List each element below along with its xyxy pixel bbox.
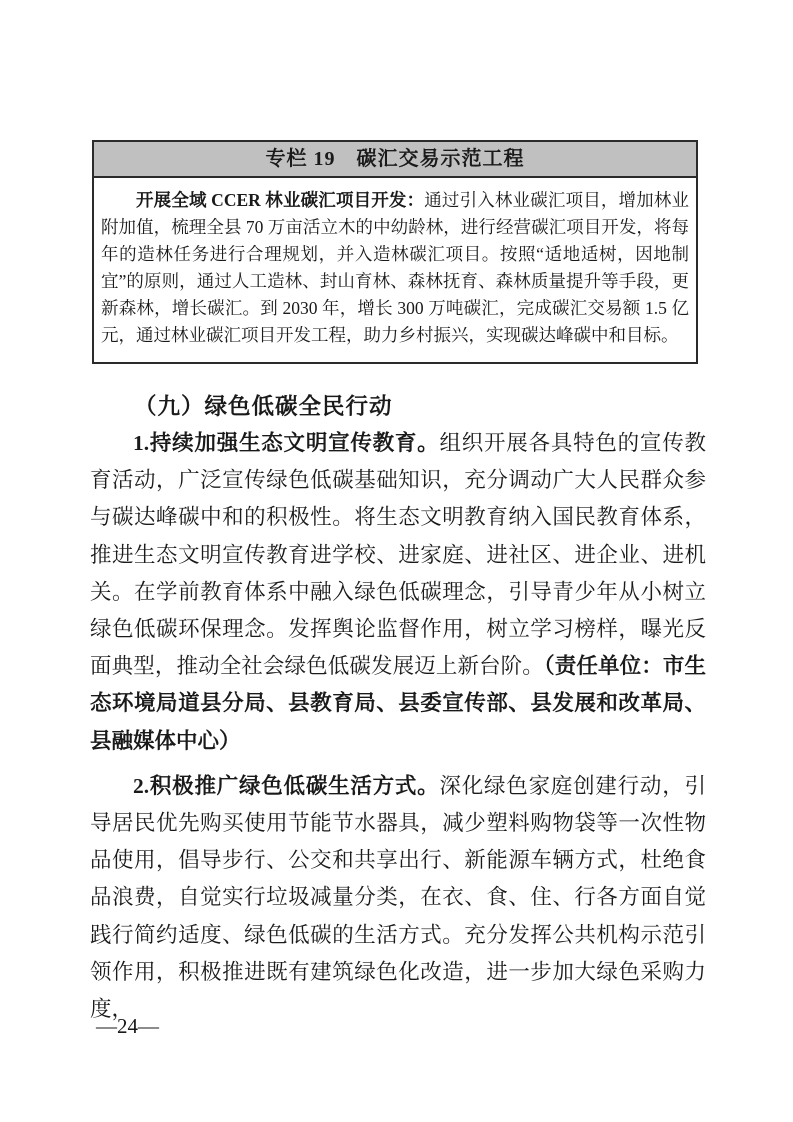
paragraph-1-text: 组织开展各具特色的宣传教育活动，广泛宣传绿色低碳基础知识，充分调动广大人民群众参与碳达峰碳中和的积极性。将生态文明教育纳入国民教育体系，推进生态文明宣传教育进学校、进家庭、进社区、进企业、进机关。在学前教育体系中融入绿色低碳理念，引导青少年从小树立绿色低碳环保理念。发挥舆论监督作用，树立学习榜样，曝光反面典型，推动全社会绿色低碳发展迈上新台阶。	[90, 431, 706, 679]
page-number: —24—	[96, 1014, 159, 1038]
paragraph-1	[90, 425, 706, 760]
highlight-box-carbon-trade-project	[92, 140, 698, 364]
highlight-box-paragraph-lead: 开展全域 CCER 林业碳汇项目开发：	[136, 190, 425, 210]
paragraph-2-lead: 2.积极推广绿色低碳生活方式。	[133, 773, 440, 798]
main-text-block	[90, 388, 706, 1028]
paragraph-2-text: 深化绿色家庭创建行动，引导居民优先购买使用节能节水器具，减少塑料购物袋等一次性物品使用，倡导步行、公交和共享出行、新能源车辆方式，杜绝食品浪费，自觉实行垃圾减量分类，在衣、食、住、行各方面自觉践行简约适度、绿色低碳的生活方式。充分发挥公共机构示范引领作用，积极推进既有建筑绿色化改造，进一步加大绿色采购力度，	[90, 773, 706, 1022]
highlight-box-body	[94, 178, 696, 362]
highlight-box-paragraph-text: 通过引入林业碳汇项目，增加林业附加值，梳理全县 70 万亩活立木的中幼龄林，进行经营碳汇项目开发，将每年的造林任务进行合理规划，并入造林碳汇项目。按照“适地适树，因地制宜”的原则，通过人工造林、封山育林、森林抚育、森林质量提升等手段，更新森林，增长碳汇。到 2030 年，增长 300 万吨碳汇，完成碳汇交易额 1.5 亿元，通过林业碳汇项目开发工程，助力乡村振兴，实现碳达峰碳中和目标。	[101, 190, 689, 345]
highlight-box-title: 专栏 19 碳汇交易示范工程	[94, 142, 696, 178]
paragraph-1-lead: 1.持续加强生态文明宣传教育。	[133, 431, 440, 455]
section-heading: （九）绿色低碳全民行动	[134, 394, 393, 419]
highlight-box-paragraph	[101, 187, 689, 349]
paragraph-2	[90, 768, 706, 1028]
paragraph-1-responsibility-units: （责任单位：市生态环境局道县分局、县教育局、县委宣传部、县发展和改革局、县融媒体中心）	[90, 654, 706, 753]
